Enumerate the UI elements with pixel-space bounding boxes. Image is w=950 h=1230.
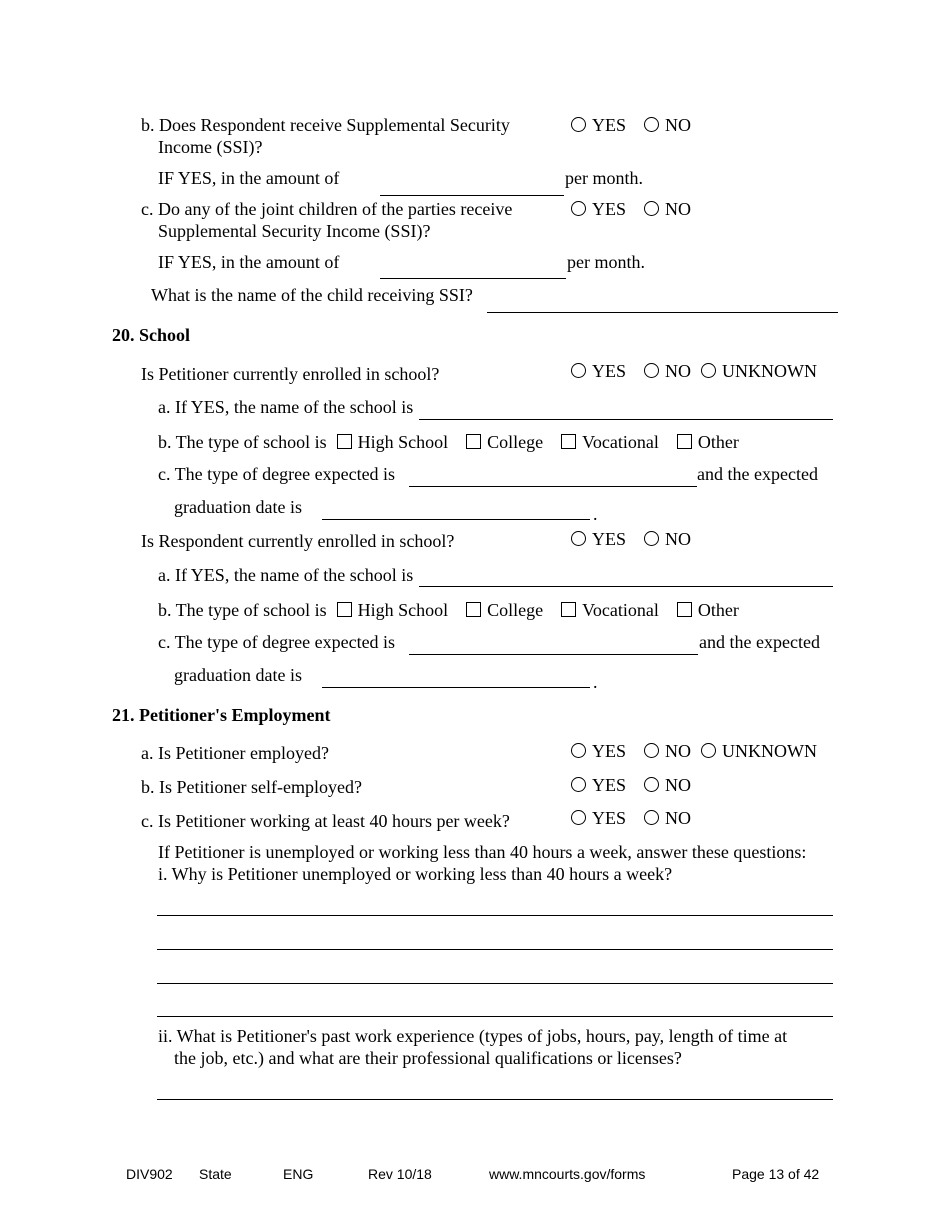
why-answer-line[interactable] xyxy=(157,1016,833,1017)
checkbox-icon[interactable] xyxy=(677,434,692,449)
why-answer-line[interactable] xyxy=(157,949,833,950)
petitioner-school-type-row: b. The type of school is High School College Vocational Other xyxy=(158,432,739,452)
q19b-options xyxy=(571,114,709,136)
forty-hours-question: c. Is Petitioner working at least 40 hours per week? xyxy=(141,811,510,831)
petitioner-graduation-label: graduation date is xyxy=(174,497,302,517)
respondent-school-question: Is Respondent currently enrolled in school? xyxy=(141,531,455,551)
petitioner-degree-label: c. The type of degree expected is xyxy=(158,464,396,484)
radio-icon[interactable] xyxy=(644,363,659,378)
radio-icon[interactable] xyxy=(571,810,586,825)
work-experience-question-line1: ii. What is Petitioner's past work experience (types of jobs, hours, pay, length of time at xyxy=(158,1026,788,1046)
radio-icon[interactable] xyxy=(701,363,716,378)
petitioner-type-vocational[interactable]: Vocational xyxy=(561,431,659,453)
footer-form-id: DIV902 xyxy=(126,1166,173,1182)
work-experience-question-line2: the job, etc.) and what are their professional qualifications or licenses? xyxy=(174,1048,682,1068)
respondent-degree-field[interactable] xyxy=(409,654,698,655)
q19c-amount-field[interactable] xyxy=(380,278,566,279)
petitioner-school-name-field[interactable] xyxy=(419,419,833,420)
petitioner-school-name-label: a. If YES, the name of the school is xyxy=(158,397,414,417)
respondent-type-vocational[interactable]: Vocational xyxy=(561,599,659,621)
employed-no-option[interactable]: NO xyxy=(644,740,691,762)
self-employed-options xyxy=(571,774,709,796)
self-employed-question: b. Is Petitioner self-employed? xyxy=(141,777,362,797)
q19b-question-line1: b. Does Respondent receive Supplemental Security xyxy=(141,115,510,135)
footer-state: State xyxy=(199,1166,232,1182)
employed-options xyxy=(571,740,817,762)
q19c-per-month: per month. xyxy=(567,252,645,272)
q19b-question-line2: Income (SSI)? xyxy=(158,137,263,157)
radio-icon[interactable] xyxy=(644,810,659,825)
q19c-question-line2: Supplemental Security Income (SSI)? xyxy=(158,221,431,241)
why-answer-line[interactable] xyxy=(157,915,833,916)
unemployed-instruction: If Petitioner is unemployed or working less than 40 hours a week, answer these questions: xyxy=(158,842,807,862)
radio-icon[interactable] xyxy=(571,363,586,378)
checkbox-icon[interactable] xyxy=(466,602,481,617)
checkbox-icon[interactable] xyxy=(337,602,352,617)
radio-icon[interactable] xyxy=(644,531,659,546)
q19b-yes-option[interactable]: YES xyxy=(571,114,626,136)
forty-hours-options xyxy=(571,807,709,829)
forty-hours-yes-option[interactable]: YES xyxy=(571,807,626,829)
petitioner-school-question: Is Petitioner currently enrolled in school? xyxy=(141,364,440,384)
checkbox-icon[interactable] xyxy=(337,434,352,449)
radio-icon[interactable] xyxy=(644,117,659,132)
respondent-school-name-label: a. If YES, the name of the school is xyxy=(158,565,414,585)
q19b-amount-field[interactable] xyxy=(380,195,564,196)
radio-icon[interactable] xyxy=(644,201,659,216)
petitioner-type-other[interactable]: Other xyxy=(677,431,739,453)
petitioner-school-yes-option[interactable]: YES xyxy=(571,360,626,382)
petitioner-type-high-school[interactable]: High School xyxy=(337,431,449,453)
petitioner-school-options xyxy=(571,360,817,382)
petitioner-graduation-period: . xyxy=(593,504,598,524)
footer-language: ENG xyxy=(283,1166,314,1182)
q19c-yes-option[interactable]: YES xyxy=(571,198,626,220)
respondent-school-options xyxy=(571,528,709,550)
q19c-no-option[interactable]: NO xyxy=(644,198,691,220)
petitioner-school-no-option[interactable]: NO xyxy=(644,360,691,382)
respondent-graduation-label: graduation date is xyxy=(174,665,302,685)
petitioner-type-college[interactable]: College xyxy=(466,431,543,453)
why-answer-line[interactable] xyxy=(157,983,833,984)
petitioner-graduation-field[interactable] xyxy=(322,519,590,520)
respondent-school-name-field[interactable] xyxy=(419,586,833,587)
radio-icon[interactable] xyxy=(571,117,586,132)
forty-hours-no-option[interactable]: NO xyxy=(644,807,691,829)
respondent-school-no-option[interactable]: NO xyxy=(644,528,691,550)
q19b-amount-label: IF YES, in the amount of xyxy=(158,168,340,188)
petitioner-expected-label: and the expected xyxy=(697,464,818,484)
respondent-graduation-period: . xyxy=(593,672,598,692)
petitioner-school-unknown-option[interactable]: UNKNOWN xyxy=(701,360,817,382)
checkbox-icon[interactable] xyxy=(561,602,576,617)
radio-icon[interactable] xyxy=(571,777,586,792)
employed-yes-option[interactable]: YES xyxy=(571,740,626,762)
respondent-degree-label: c. The type of degree expected is xyxy=(158,632,396,652)
respondent-type-high-school[interactable]: High School xyxy=(337,599,449,621)
footer-page-number: Page 13 of 42 xyxy=(732,1166,820,1182)
footer-revision: Rev 10/18 xyxy=(368,1166,432,1182)
respondent-type-college[interactable]: College xyxy=(466,599,543,621)
self-employed-no-option[interactable]: NO xyxy=(644,774,691,796)
q19c-options xyxy=(571,198,709,220)
petitioner-degree-field[interactable] xyxy=(409,486,697,487)
q19c-child-name-field[interactable] xyxy=(487,312,838,313)
q19c-question-line1: c. Do any of the joint children of the parties receive xyxy=(141,199,513,219)
respondent-type-other[interactable]: Other xyxy=(677,599,739,621)
radio-icon[interactable] xyxy=(644,743,659,758)
radio-icon[interactable] xyxy=(644,777,659,792)
respondent-school-yes-option[interactable]: YES xyxy=(571,528,626,550)
q19b-per-month: per month. xyxy=(565,168,643,188)
radio-icon[interactable] xyxy=(571,201,586,216)
q19c-amount-label: IF YES, in the amount of xyxy=(158,252,340,272)
radio-icon[interactable] xyxy=(701,743,716,758)
employment-heading: 21. Petitioner's Employment xyxy=(112,705,331,725)
radio-icon[interactable] xyxy=(571,743,586,758)
self-employed-yes-option[interactable]: YES xyxy=(571,774,626,796)
employed-question: a. Is Petitioner employed? xyxy=(141,743,329,763)
employed-unknown-option[interactable]: UNKNOWN xyxy=(701,740,817,762)
respondent-school-type-row: b. The type of school is High School College Vocational Other xyxy=(158,600,739,620)
checkbox-icon[interactable] xyxy=(466,434,481,449)
respondent-expected-label: and the expected xyxy=(699,632,820,652)
footer-url[interactable]: www.mncourts.gov/forms xyxy=(489,1166,646,1182)
q19b-no-option[interactable]: NO xyxy=(644,114,691,136)
unemployed-why-question: i. Why is Petitioner unemployed or working less than 40 hours a week? xyxy=(158,864,673,884)
checkbox-icon[interactable] xyxy=(561,434,576,449)
work-experience-answer-line[interactable] xyxy=(157,1099,833,1100)
checkbox-icon[interactable] xyxy=(677,602,692,617)
q19c-child-name-label: What is the name of the child receiving SSI? xyxy=(151,285,473,305)
school-heading: 20. School xyxy=(112,325,191,345)
respondent-graduation-field[interactable] xyxy=(322,687,590,688)
radio-icon[interactable] xyxy=(571,531,586,546)
